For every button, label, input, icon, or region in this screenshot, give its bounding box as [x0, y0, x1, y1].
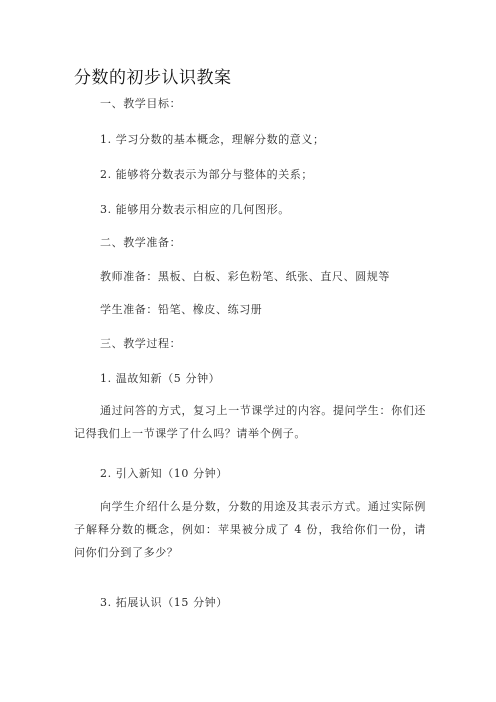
step-1-body: 通过问答的方式，复习上一节课学过的内容。提问学生：你们还记得我们上一节课学了什么吗？请举个例子。 [74, 404, 426, 440]
objectives-heading: 一、教学目标： [100, 97, 182, 110]
step-2-heading: 2. 引入新知（10 分钟） [100, 467, 228, 480]
step-1-heading: 1. 温故知新（5 分钟） [100, 372, 221, 385]
objective-1: 1. 学习分数的基本概念，理解分数的意义； [100, 133, 325, 146]
teacher-prep: 教师准备：黑板、白板、彩色粉笔、纸张、直尺、圆规等 [100, 270, 390, 283]
objective-3: 3. 能够用分数表示相应的几何图形。 [100, 203, 290, 216]
document-title: 分数的初步认识教案 [74, 68, 232, 88]
step-2-body: 向学生介绍什么是分数，分数的用途及其表示方式。通过实际例子解释分数的概念，例如：苹果被分成了 4 份，我给你们一份，请问你们分到了多少？ [74, 500, 426, 559]
step-3-heading: 3. 拓展认识（15 分钟） [100, 596, 228, 609]
process-heading: 三、教学过程： [100, 337, 182, 350]
objective-2: 2. 能够将分数表示为部分与整体的关系； [100, 168, 313, 181]
student-prep: 学生准备：铅笔、橡皮、练习册 [100, 303, 263, 316]
preparation-heading: 二、教学准备： [100, 236, 182, 249]
